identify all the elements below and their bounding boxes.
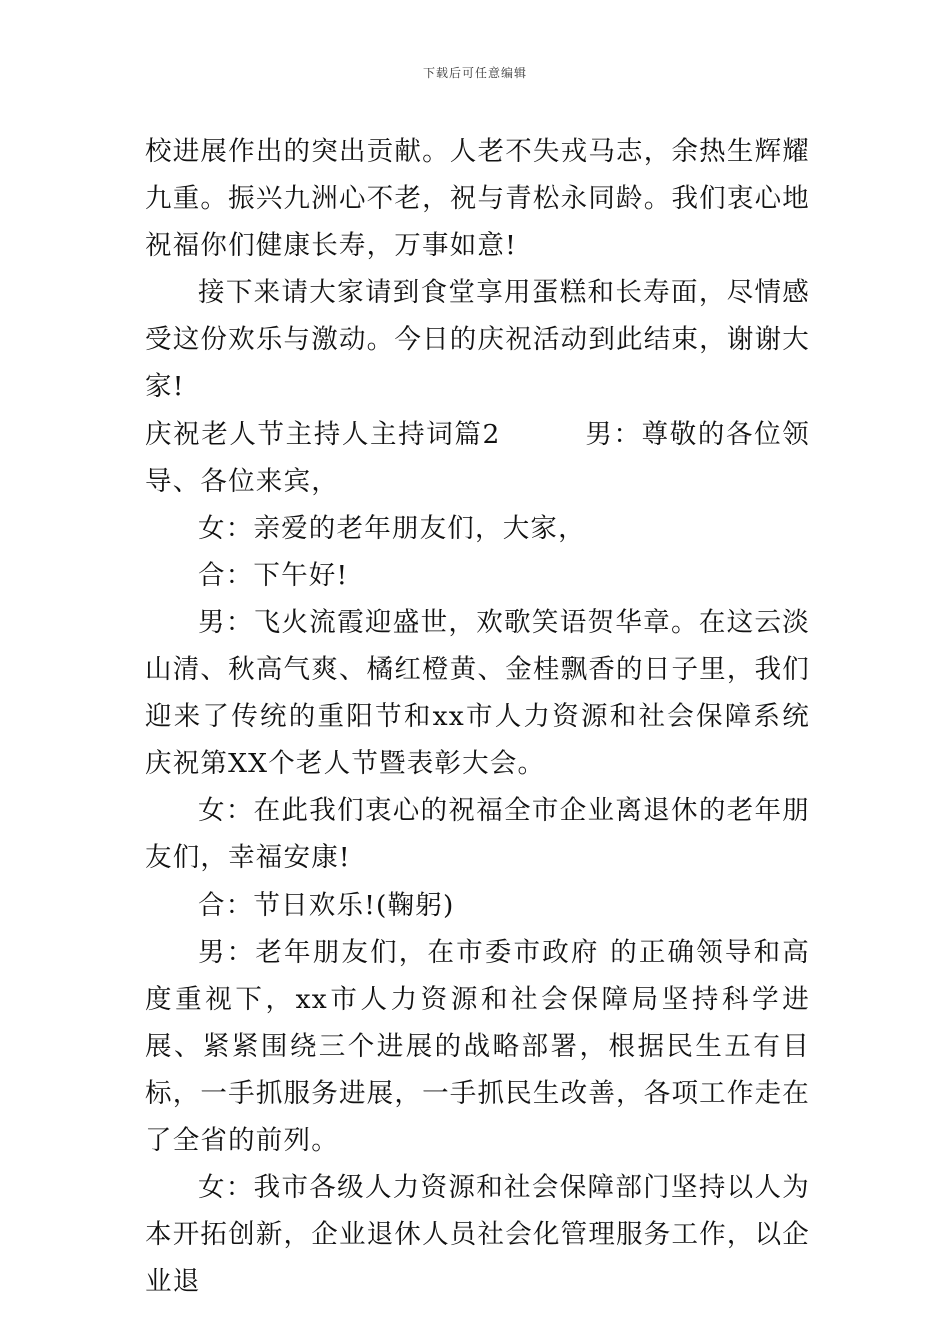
paragraph-9: 男：老年朋友们，在市委市政府 的正确领导和高度重视下，xx市人力资源和社会保障局坚持科学进展、紧紧围绕三个进展的战略部署，根据民生五有目标，一手抓服务进展，一手抓民生改善，各项工作走在了全省的前列。 [145, 936, 810, 1156]
paragraph-5: 合：下午好! [198, 559, 349, 591]
paragraph-2: 接下来请大家请到食堂享用蛋糕和长寿面，尽情感受这份欢乐与激动。今日的庆祝活动到此结束，谢谢大家! [145, 277, 810, 403]
paragraph-10: 女：我市各级人力资源和社会保障部门坚持以人为本开拓创新，企业退休人员社会化管理服务工作，以企业退 [145, 1172, 810, 1298]
header-note: 下载后可任意编辑 [422, 66, 527, 80]
paragraph-4: 女：亲爱的老年朋友们，大家， [198, 512, 586, 544]
section-title-paragraph: 庆祝老人节主持人主持词篇2 男：尊敬的各位领导、各位来宾， [145, 418, 810, 497]
paragraph-8: 合：节日欢乐!(鞠躬) [198, 889, 455, 921]
paragraph-7: 女：在此我们衷心的祝福全市企业离退休的老年朋友们，幸福安康! [145, 795, 810, 874]
paragraph-1: 校进展作出的突出贡献。人老不失戎马志，余热生辉耀九重。振兴九洲心不老，祝与青松永同龄。我们衷心地祝福你们健康长寿，万事如意! [145, 136, 810, 262]
document-body [145, 128, 810, 1305]
paragraph-6: 男：飞火流霞迎盛世，欢歌笑语贺华章。在这云淡山清、秋高气爽、橘红橙黄、金桂飘香的日子里，我们迎来了传统的重阳节和xx市人力资源和社会保障系统庆祝第XX个老人节暨表彰大会。 [145, 606, 810, 780]
